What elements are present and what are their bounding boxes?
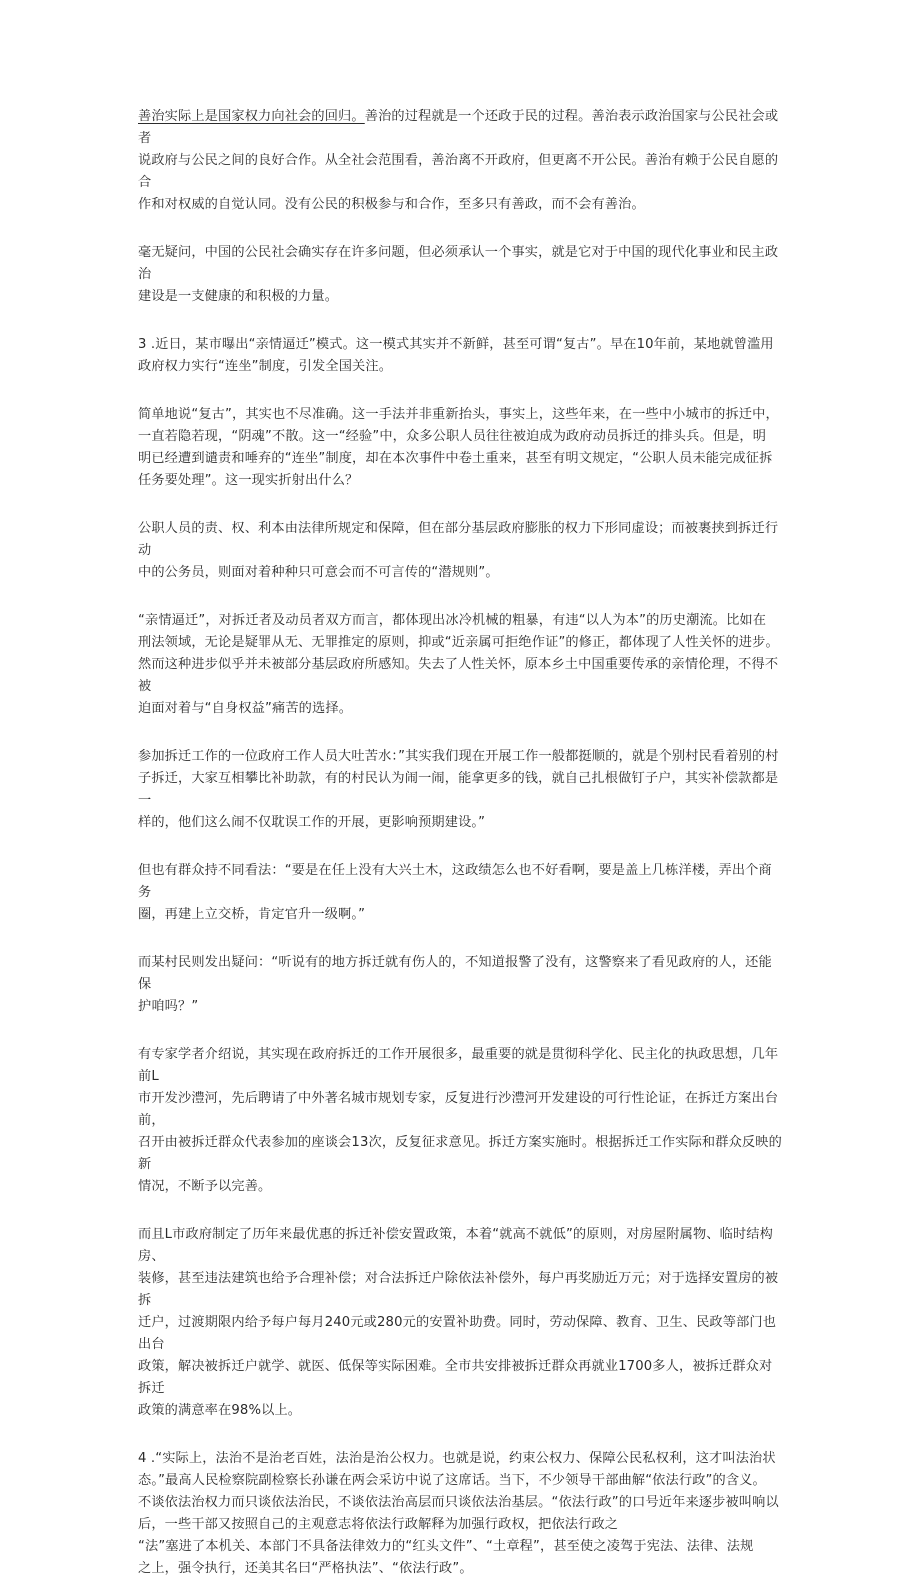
paragraph-3: 3 .近日，某市曝出“亲情逼迁”模式。这一模式其实并不新鲜，甚至可谓“复古”。早在10年前，某地就曾滥用 政府权力实行“连坐”制度，引发全国关注。 (138, 337, 774, 374)
paragraph-9: 而某村民则发出疑问：“听说有的地方拆迁就有伤人的，不知道报警了没有，这警察来了看见政府的人，还能保 护咱吗？” (138, 955, 772, 1014)
underlined-sentence: 善治实际上是国家权力向社会的回归。 (138, 109, 365, 124)
paragraph-6: “亲情逼迁”，对拆迁者及动员者双方而言，都体现出冰冷机械的粗暴，有违“以人为本”的历史潮流。比如在 刑法领域，无论是疑罪从无、无罪推定的原则，抑或“近亲属可拒绝作证”的修正，都体现了人性关怀的进步。 然而这种进步似乎并未被部分基层政府所感知。失去了人性关怀，原本乡土中国重要传承的亲情伦理，不得不被 迫面对着与“自身权益”痛苦的选择。 (138, 613, 779, 716)
paragraph-1-text: 善治的过程就是一个还政于民的过程。善治表示政治国家与公民社会或者 说政府与公民之间的良好合作。从全社会范围看，善治离不开政府，但更离不开公民。善治有赖于公民自愿的合 作和对权威的自觉认同。没有公民的积极参与和合作，至多只有善政，而不会有善治。 (138, 109, 779, 212)
paragraph-10: 有专家学者介绍说，其实现在政府拆迁的工作开展很多，最重要的就是贯彻科学化、民主化的执政思想，几年前L 市开发沙澧河，先后聘请了中外著名城市规划专家，反复进行沙澧河开发建设的可行性论证，在拆迁方案出台前， 召开由被拆迁群众代表参加的座谈会13次，反复征求意见。拆迁方案实施时。根据拆迁工作实际和群众反映的新 情况，不断予以完善。 (138, 1047, 782, 1194)
paragraph-12: 4 .“实际上，法治不是治老百姓，法治是治公权力。也就是说，约束公权力、保障公民私权利，这才叫法治状 态。”最高人民检察院副检察长孙谦在两会采访中说了这席话。当下，不少领导干部曲解“依法行政”的含义。 不谈依法治权力而只谈依法治民，不谈依法治高层而只谈依法治基层。“依法行政”的口号近年来逐步被叫响以 后，一些干部又按照自己的主观意志将依法行政解释为加强行政权，把依法行政之 “法”塞进了本机关、本部门不具备法律效力的“红头文件”、“土章程”，甚至使之凌驾于宪法、法律、法规 之上，强令执行，还美其名曰“严格执法”、“依法行政”。 (138, 1451, 779, 1576)
paragraph-11: 而且L市政府制定了历年来最优惠的拆迁补偿安置政策，本着“就高不就低”的原则，对房屋附属物、临时结构房、 装修，甚至违法建筑也给予合理补偿；对合法拆迁户除依法补偿外，每户再奖励近万元；对于选择安置房的被拆 迁户，过渡期限内给予每户每月240元或280元的安置补助费。同时，劳动保障、教育、卫生、民政等部门也出台 政策，解决被拆迁户就学、就医、低保等实际困难。全市共安排被拆迁群众再就业1700多人，被拆迁群众对拆迁 政策的满意率在98%以上。 (138, 1227, 779, 1418)
paragraph-1 (138, 106, 783, 216)
paragraph-8: 但也有群众持不同看法：“要是在任上没有大兴土木，这政绩怎么也不好看啊，要是盖上几栋洋楼，弄出个商务 圈，再建上立交桥，肯定官升一级啊。” (138, 863, 772, 922)
paragraph-4: 简单地说“复古”，其实也不尽准确。这一手法并非重新抬头，事实上，这些年来，在一些中小城市的拆迁中， 一直若隐若现，“阴魂”不散。这一“经验”中，众多公职人员往往被迫成为政府动员拆迁的排头兵。但是，明 明已经遭到谴责和唾弃的“连坐”制度，却在本次事件中卷土重来，甚至有明文规定，“公职人员未能完成征拆 任务要处理”。这一现实折射出什么？ (138, 407, 779, 488)
paragraph-5: 公职人员的责、权、利本由法律所规定和保障，但在部分基层政府膨胀的权力下形同虚设；而被裹挟到拆迁行动 中的公务员，则面对着种种只可意会而不可言传的“潜规则”。 (138, 521, 779, 580)
document-page (138, 106, 783, 1580)
paragraph-2: 毫无疑问，中国的公民社会确实存在许多问题，但必须承认一个事实，就是它对于中国的现代化事业和民主政治 建设是一支健康的和积极的力量。 (138, 245, 779, 304)
paragraph-7: 参加拆迁工作的一位政府工作人员大吐苦水：”其实我们现在开展工作一般都挺顺的，就是个别村民看着别的村 子拆迁，大家互相攀比补助款，有的村民认为闹一闹，能拿更多的钱，就自己扎根做钉子户，其实补偿款都是一 样的，他们这么闹不仅耽误工作的开展，更影响预期建设。” (138, 749, 779, 830)
